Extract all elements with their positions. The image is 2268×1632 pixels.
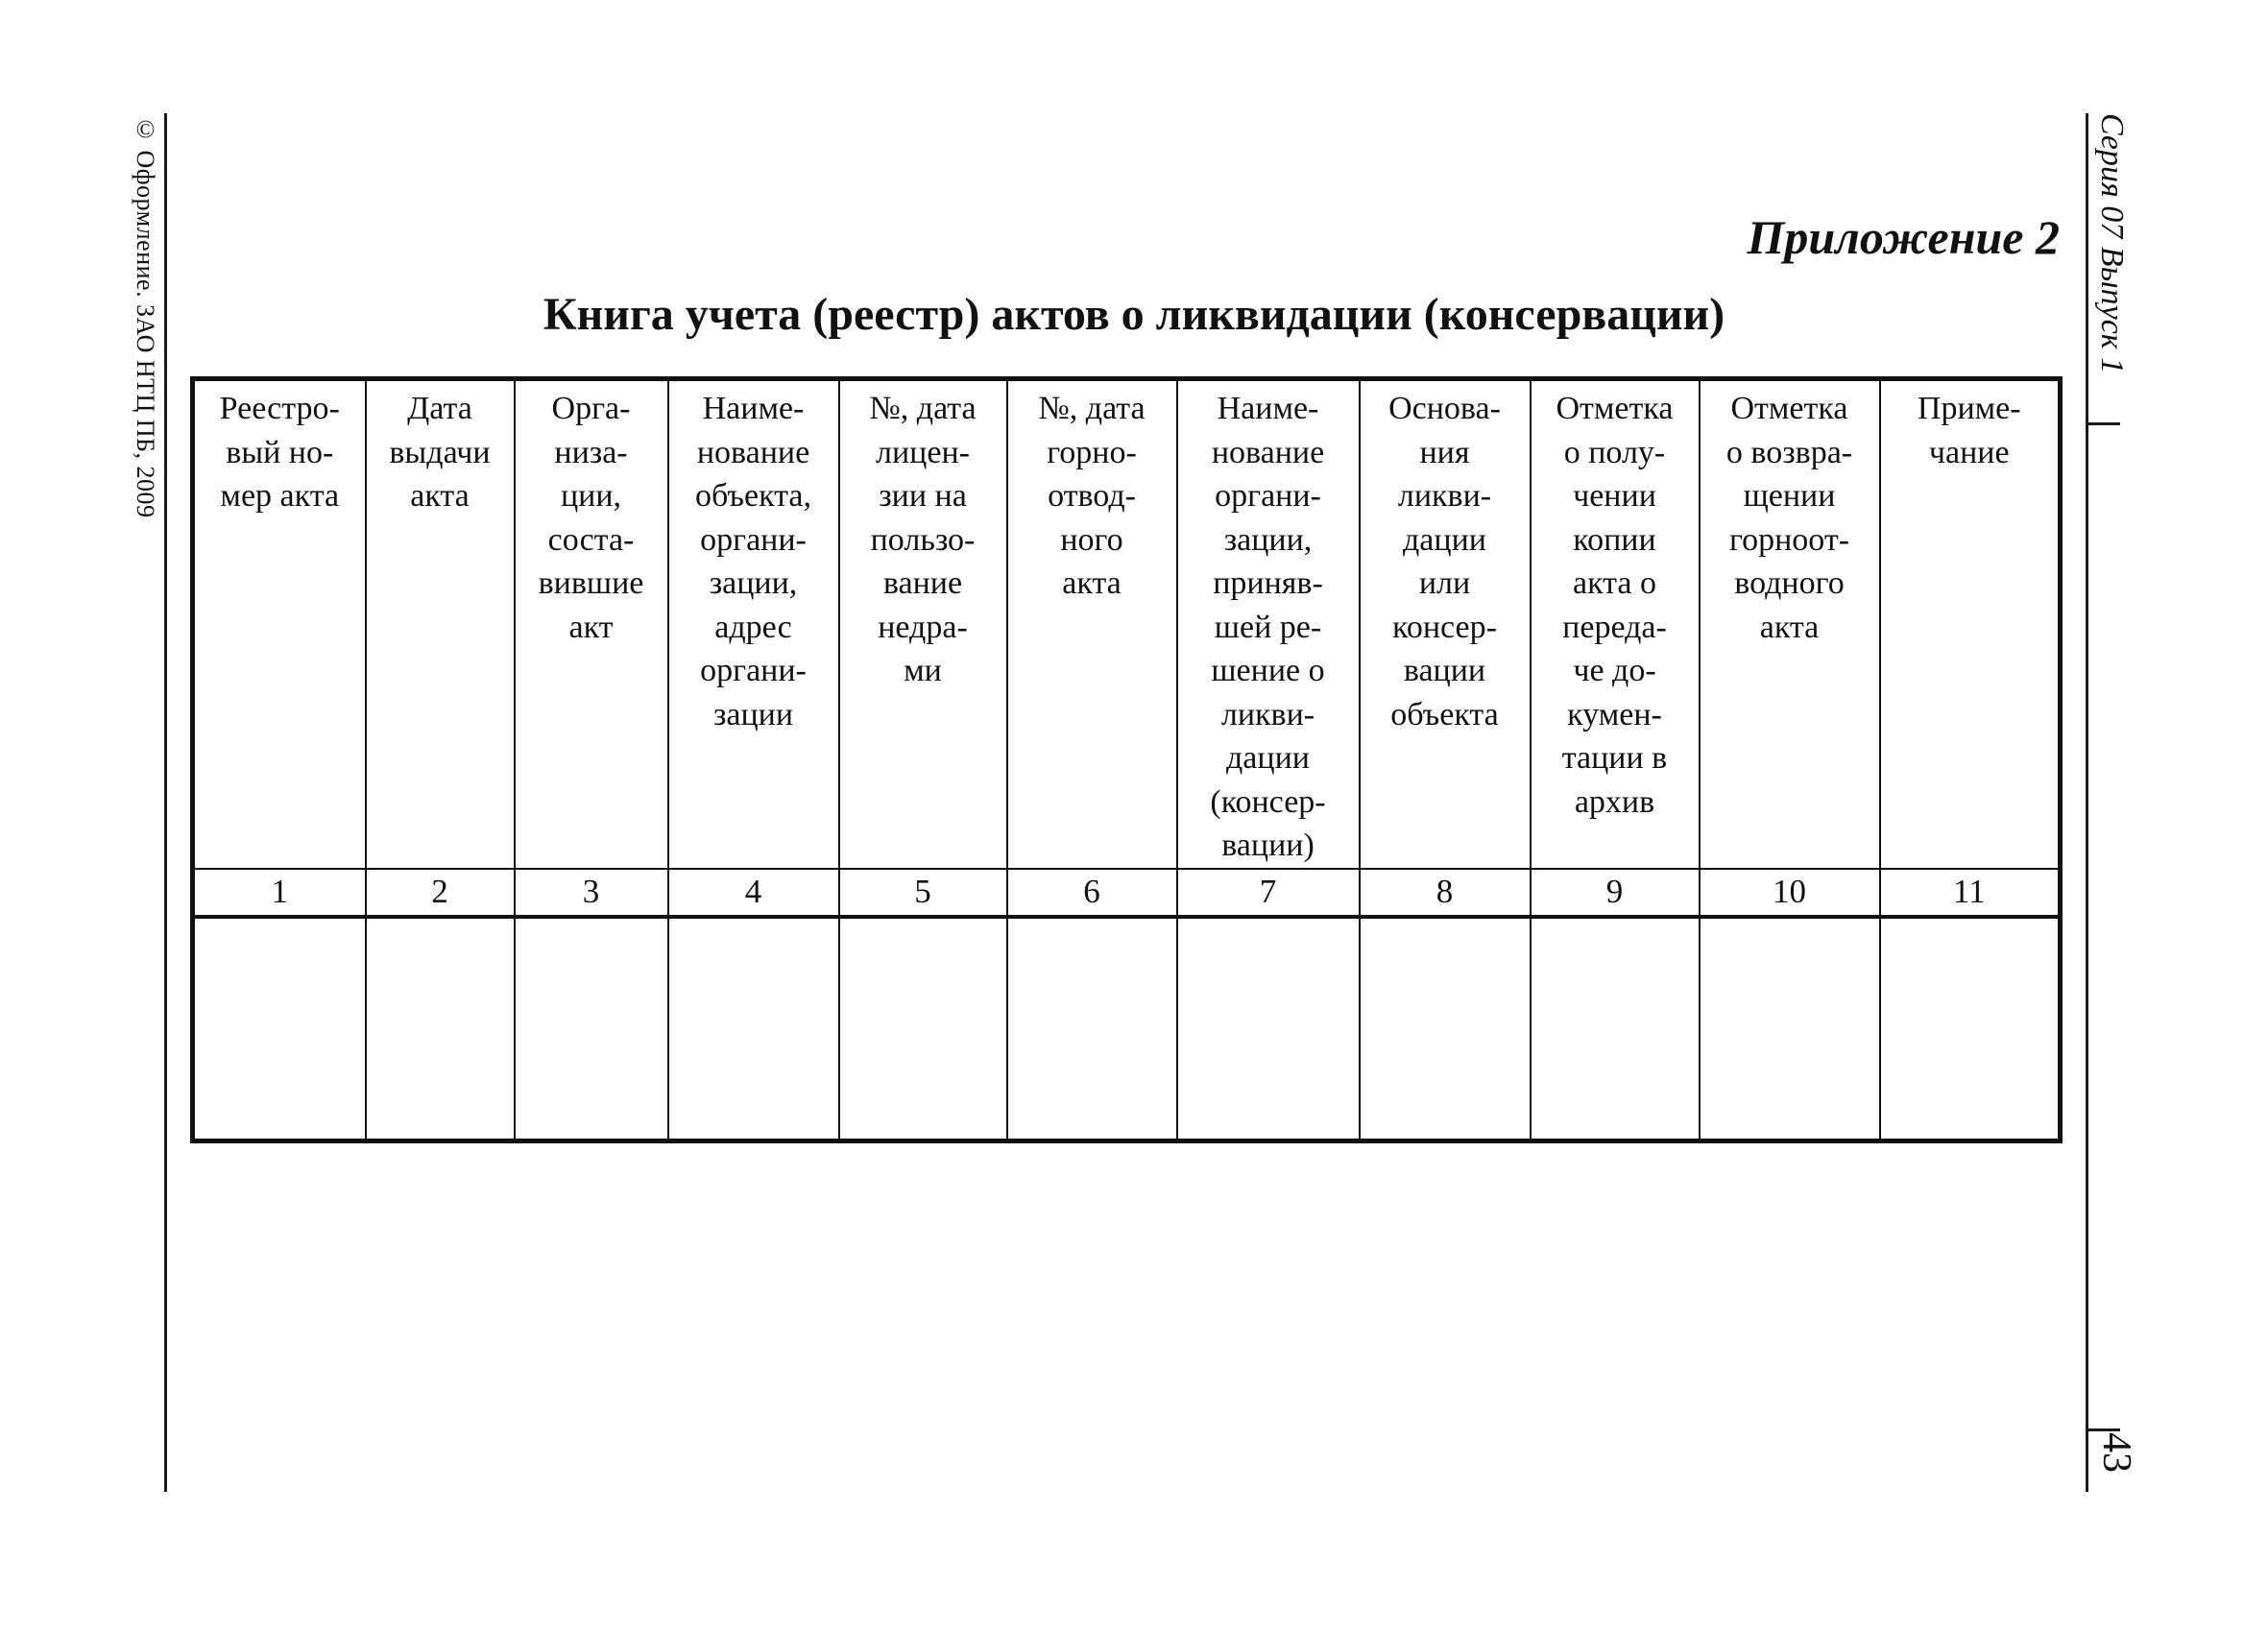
- blank-cell: [1007, 917, 1177, 1141]
- series-label: Серия 07 Выпуск 1: [2094, 113, 2130, 374]
- blank-cell: [193, 917, 366, 1141]
- blank-cell: [366, 917, 515, 1141]
- blank-cell: [668, 917, 839, 1141]
- appendix-label: Приложение 2: [1747, 210, 2060, 264]
- col-header-return-mark: Отметка о возвра- щении горноот- водного акта: [1700, 379, 1880, 869]
- copyright-note: © Оформление. ЗАО НТЦ ПБ, 2009: [132, 115, 159, 518]
- col-header-issue-date: Дата выдачи акта: [366, 379, 515, 869]
- blank-cell: [839, 917, 1007, 1141]
- right-rule-tick-bottom: [2087, 1428, 2120, 1431]
- page-number: 43: [2094, 1432, 2138, 1473]
- column-number: 11: [1880, 869, 2061, 917]
- register-table: [190, 376, 2063, 1143]
- right-rule-tick-top: [2087, 422, 2120, 425]
- blank-cell: [1531, 917, 1700, 1141]
- column-number: 7: [1177, 869, 1360, 917]
- column-number: 8: [1360, 869, 1531, 917]
- col-header-note: Приме- чание: [1880, 379, 2061, 869]
- column-number: 10: [1700, 869, 1880, 917]
- col-header-object-name: Наиме- нование объекта, органи- зации, адрес органи- зации: [668, 379, 839, 869]
- col-header-deciding-organization: Наиме- нование органи- зации, приняв- шей ре- шение о ликви- дации (консер- вации): [1177, 379, 1360, 869]
- blank-cell: [1177, 917, 1360, 1141]
- col-header-mining-allotment-act: №, дата горно- отвод- ного акта: [1007, 379, 1177, 869]
- column-number: 5: [839, 869, 1007, 917]
- blank-cell: [1700, 917, 1880, 1141]
- column-number: 6: [1007, 869, 1177, 917]
- blank-cell: [1360, 917, 1531, 1141]
- column-number: 2: [366, 869, 515, 917]
- column-number-row: [193, 869, 2061, 917]
- document-title: Книга учета (реестр) актов о ликвидации (консервации): [543, 289, 1725, 340]
- column-number: 4: [668, 869, 839, 917]
- blank-cell: [1880, 917, 2061, 1141]
- col-header-organizations: Орга- низа- ции, соста- вившие акт: [515, 379, 668, 869]
- header-row: [193, 379, 2061, 869]
- col-header-grounds: Основа- ния ликви- дации или консер- вации объекта: [1360, 379, 1531, 869]
- blank-cell: [515, 917, 668, 1141]
- col-header-license: №, дата лицен- зии на пользо- вание недра- ми: [839, 379, 1007, 869]
- col-header-registry-number: Реестро- вый но- мер акта: [193, 379, 366, 869]
- column-number: 1: [193, 869, 366, 917]
- col-header-archive-mark: Отметка о полу- чении копии акта о переда- че до- кумен- тации в архив: [1531, 379, 1700, 869]
- blank-entry-row: [193, 917, 2061, 1141]
- column-number: 3: [515, 869, 668, 917]
- column-number: 9: [1531, 869, 1700, 917]
